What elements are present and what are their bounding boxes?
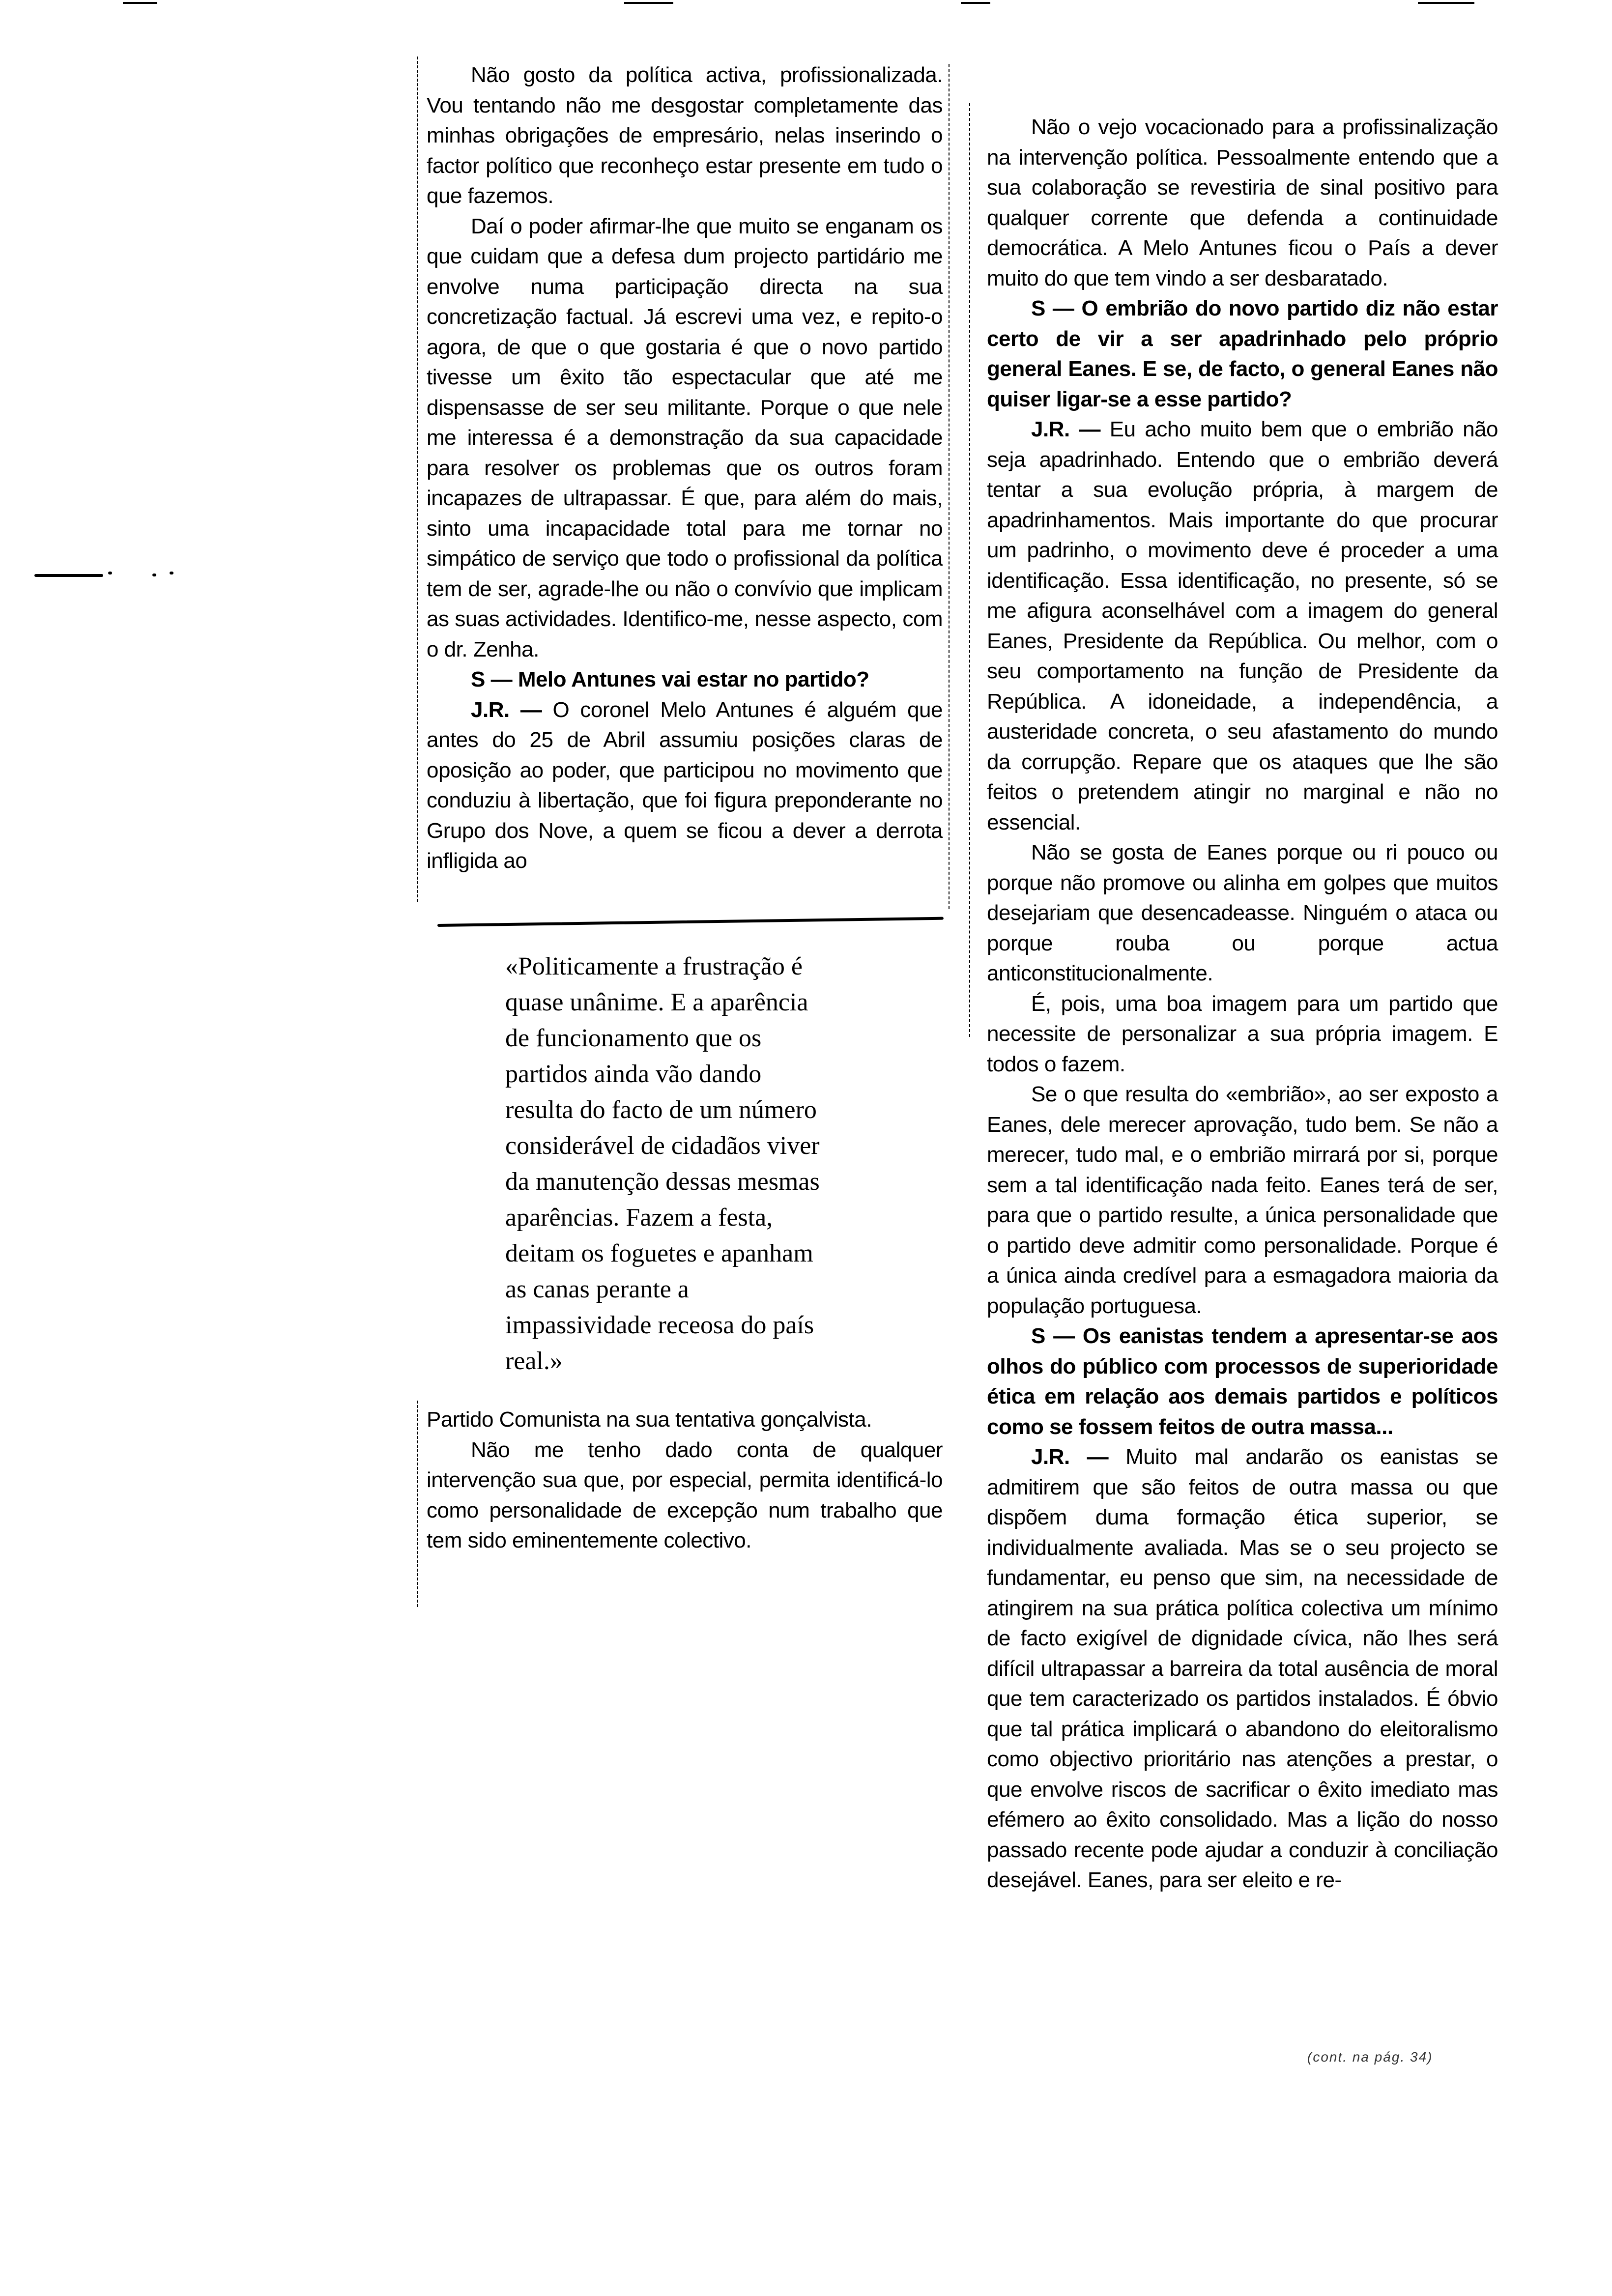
question-text: O embrião do novo partido diz não estar certo de vir a ser apadrinhado pelo próprio general Eanes. E se, de facto, o general Eanes não quiser ligar-se a esse partido? xyxy=(987,296,1498,411)
pull-quote-line: real.» xyxy=(505,1347,563,1375)
pull-quote-line: considerável de cidadãos viver xyxy=(505,1132,820,1160)
scan-artifact xyxy=(152,574,156,576)
answer-text: Eu acho muito bem que o embrião não seja apadrinhado. Entendo que o embrião deverá tentar a sua evolução própria, à margem de apadrinhamentos. Mais importante do que procurar um padrinho, o movimento deve é proceder a uma identificação. Essa identificação, no presente, só se me afigura aconselhável com a imagem do general Eanes, Presidente da República. Ou melhor, com o seu comportamento na função de Presidente da República. A idoneidade, a independência, a austeridade concreta, o seu afastamento do mundo da corrupção. Repare que os ataques que lhe são feitos o pretendem atingir no marginal e não no essencial. xyxy=(987,417,1498,834)
question-text: Melo Antunes vai estar no partido? xyxy=(518,667,869,691)
paragraph: Não me tenho dado conta de qualquer intervenção sua que, por especial, permita identificá-lo como personalidade de excepção num trabalho que tem sido eminentemente colectivo. xyxy=(427,1437,943,1552)
left-column-bottom xyxy=(427,1405,943,1556)
margin-mark xyxy=(34,574,103,577)
pull-quote-line: resulta do facto de um número xyxy=(505,1096,817,1124)
pull-quote-line: as canas perante a xyxy=(505,1275,689,1303)
speaker-label: J.R. — xyxy=(471,697,542,722)
left-column-right-rule xyxy=(949,64,950,909)
answer-text: O coronel Melo Antunes é alguém que antes do 25 de Abril assumiu posições claras de oposição ao poder, que participou no movimento que conduziu à libertação, que foi figura preponderante no Grupo dos Nove, a quem se ficou a dever a derrota infligida ao xyxy=(427,697,943,873)
left-bottom-column-rule xyxy=(417,1401,418,1607)
paragraph: Daí o poder afirmar-lhe que muito se enganam os que cuidam que a defesa dum projecto partidário me envolve numa participação directa na sua concretização factual. Já escrevi uma vez, e repito-o agora, de que o que gostaria é que o novo partido tivesse um êxito tão espectacular que até me dispensasse de ser seu militante. Porque o que nele me interessa é a demonstração da sua capacidade para resolver os problemas que os outros foram incapazes de ultrapassar. É que, para além do mais, sinto uma incapacidade total para me tornar no simpático de serviço que todo o profissional da política tem de ser, agrade-lhe ou não o convívio que implicam as suas actividades. Identifico-me, nesse aspecto, com o dr. Zenha. xyxy=(427,214,943,661)
scan-artifact xyxy=(123,2,157,4)
pull-quote-line: quase unânime. E a aparência xyxy=(505,988,808,1016)
paragraph: Não o vejo vocacionado para a profissinalização na intervenção política. Pessoalmente entendo que a sua colaboração se revestiria de sinal positivo para qualquer corrente que defenda a continuidade democrática. A Melo Antunes ficou o País a dever muito do que tem vindo a ser desbaratado. xyxy=(987,115,1498,290)
scan-artifact xyxy=(170,572,173,574)
speaker-label: S — xyxy=(1031,1324,1075,1348)
scan-artifact xyxy=(624,2,673,4)
speaker-label: S — xyxy=(471,667,513,691)
left-column-rule xyxy=(417,57,418,902)
speaker-label: J.R. — xyxy=(1031,1445,1109,1469)
interviewee-answer xyxy=(427,695,943,876)
pull-quote xyxy=(505,948,938,1379)
pull-quote-line: «Politicamente a frustração é xyxy=(505,952,803,980)
pull-quote-line: aparências. Fazem a festa, xyxy=(505,1204,773,1232)
right-column-rule xyxy=(969,103,970,1037)
interviewer-question xyxy=(427,664,943,695)
interviewer-question xyxy=(987,293,1498,414)
continuation-note: (cont. na pág. 34) xyxy=(1307,2049,1433,2065)
pull-quote-line: impassividade receosa do país xyxy=(505,1311,814,1339)
scan-artifact xyxy=(108,572,112,574)
pull-quote-line: deitam os foguetes e apanham xyxy=(505,1239,813,1267)
paragraph: É, pois, uma boa imagem para um partido que necessite de personalizar a sua própria imagem. E todos o fazem. xyxy=(987,991,1498,1076)
pull-quote-line: da manutenção dessas mesmas xyxy=(505,1168,820,1196)
left-column xyxy=(427,60,943,876)
paragraph: Se o que resulta do «embrião», ao ser exposto a Eanes, dele merecer aprovação, tudo bem. Se não a merecer, tudo mal, e o embrião mirrará por si, porque sem a tal identificação nada feito. Eanes terá de ser, para que o partido resulte, a única personalidade que o partido deve admitir como personalidade. Porque é a única ainda credível para a esmagadora maioria da população portuguesa. xyxy=(987,1082,1498,1318)
paragraph: Não se gosta de Eanes porque ou ri pouco ou porque não promove ou alinha em golpes que muitos desejariam que desencadeasse. Ninguém o ataca ou porque rouba ou porque actua anticonstitucionalmente. xyxy=(987,840,1498,985)
interviewer-question xyxy=(987,1321,1498,1442)
interviewee-answer xyxy=(987,1442,1498,1895)
scan-artifact xyxy=(961,2,990,4)
speaker-label: S — xyxy=(1031,296,1074,320)
right-column xyxy=(987,112,1498,1895)
paragraph: Não gosto da política activa, profissionalizada. Vou tentando não me desgostar completamente das minhas obrigações de empresário, nelas inserindo o factor político que reconheço estar presente em tudo o que fazemos. xyxy=(427,63,943,208)
scan-artifact xyxy=(1418,2,1474,4)
speaker-label: J.R. — xyxy=(1031,417,1100,441)
answer-text: Muito mal andarão os eanistas se admitirem que são feitos de outra massa ou que dispõem duma formação ética superior, se individualmente avaliada. Mas se o seu projecto se fundamentar, eu penso que sim, na necessidade de atingirem na sua prática política colectiva um mínimo de facto exigível de dignidade cívica, não lhes será difícil ultrapassar a barreira da total ausência de moral que tem caracterizado os partidos instalados. É óbvio que tal prática implicará o abandono do eleitoralismo como objectivo prioritário nas atenções a prestar, o que envolve riscos de sacrificar o êxito imediato mas efémero ao êxito consolidado. Mas a lição do nosso passado recente pode ajudar a conduzir à conciliação desejável. Eanes, para ser eleito e re- xyxy=(987,1445,1498,1892)
question-text: Os eanistas tendem a apresentar-se aos olhos do público com processos de superioridade ética em relação aos demais partidos e políticos como se fossem feitos de outra massa... xyxy=(987,1324,1498,1439)
pull-quote-line: de funcionamento que os xyxy=(505,1024,762,1052)
pull-quote-divider xyxy=(437,917,944,927)
pull-quote-line: partidos ainda vão dando xyxy=(505,1060,762,1088)
interviewee-answer xyxy=(987,414,1498,837)
paragraph: Partido Comunista na sua tentativa gonçalvista. xyxy=(427,1407,872,1432)
